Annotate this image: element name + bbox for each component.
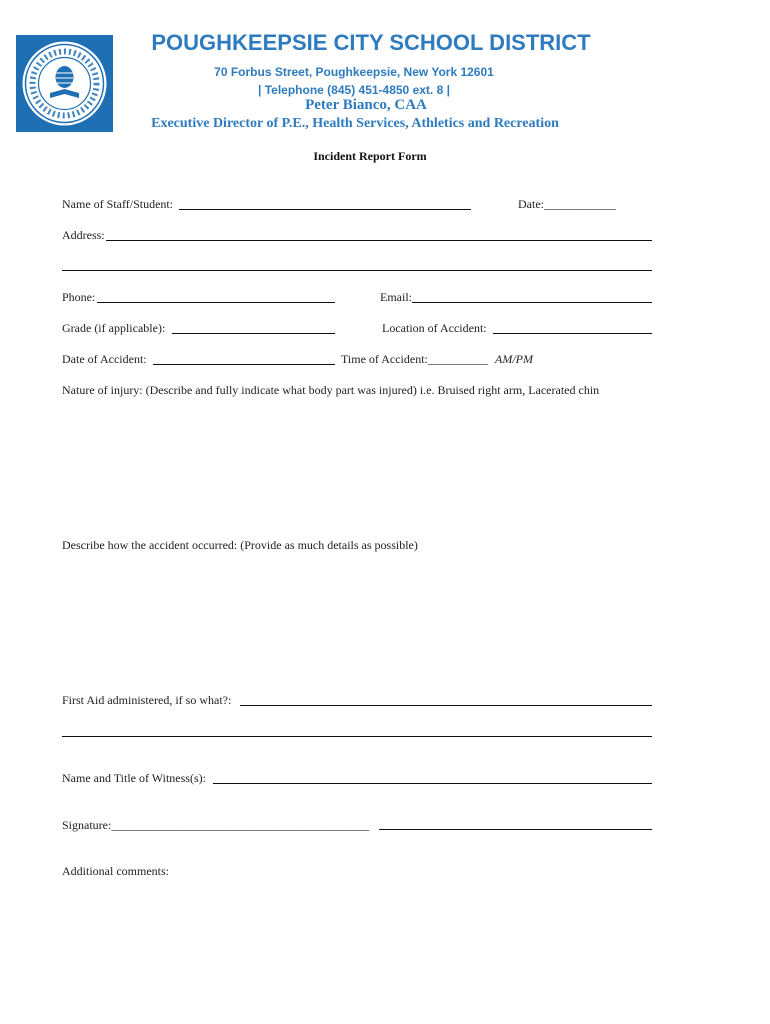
form-title: Incident Report Form	[313, 149, 427, 163]
injury-label: Nature of injury: (Describe and fully indicate what body part was injured) i.e. Bruised right arm, Lacerated chin	[62, 383, 600, 397]
comments-label: Additional comments:	[62, 864, 169, 878]
address-block	[141, 63, 567, 99]
first-aid-field-1[interactable]	[240, 705, 652, 706]
email-label: Email:	[380, 290, 412, 304]
date-field[interactable]: Date:____________	[518, 197, 616, 211]
date-accident-field[interactable]	[153, 364, 335, 365]
director-title: Executive Director of P.E., Health Services, Athletics and Recreation	[151, 116, 559, 131]
date-accident-label: Date of Accident:	[62, 352, 147, 366]
address-field-2[interactable]	[62, 270, 652, 271]
witness-label: Name and Title of Witness(s):	[62, 771, 206, 785]
first-aid-label: First Aid administered, if so what?:	[62, 693, 232, 707]
address-field-1[interactable]	[106, 240, 652, 241]
signature-field-2[interactable]	[379, 829, 652, 830]
district-seal-logo	[16, 35, 113, 132]
signature-label[interactable]: Signature:___________________________________________	[62, 818, 370, 832]
name-field[interactable]	[179, 209, 471, 210]
location-label: Location of Accident:	[382, 321, 487, 335]
phone-field[interactable]	[97, 302, 335, 303]
first-aid-field-2[interactable]	[62, 736, 652, 737]
time-accident-field[interactable]: Time of Accident:__________	[341, 352, 488, 366]
street-address: 70 Forbus Street, Poughkeepsie, New York 12601	[214, 65, 494, 79]
phone-label: Phone:	[62, 290, 96, 304]
accident-description-label: Describe how the accident occurred: (Provide as much details as possible)	[62, 538, 418, 552]
am-pm-label: AM/PM	[495, 352, 533, 366]
accident-description-area[interactable]	[62, 557, 652, 687]
telephone: | Telephone (845) 451-4850 ext. 8 |	[258, 83, 450, 97]
district-name: POUGHKEEPSIE CITY SCHOOL DISTRICT	[151, 30, 591, 55]
grade-field[interactable]	[172, 333, 335, 334]
injury-description-area[interactable]	[62, 402, 652, 532]
director-name: Peter Bianco, CAA	[305, 97, 427, 113]
address-label: Address:	[62, 228, 105, 242]
grade-label: Grade (if applicable):	[62, 321, 166, 335]
email-field[interactable]	[412, 302, 652, 303]
name-label: Name of Staff/Student:	[62, 197, 174, 211]
witness-field[interactable]	[213, 783, 652, 784]
comments-area[interactable]	[62, 883, 652, 993]
location-field[interactable]	[493, 333, 652, 334]
